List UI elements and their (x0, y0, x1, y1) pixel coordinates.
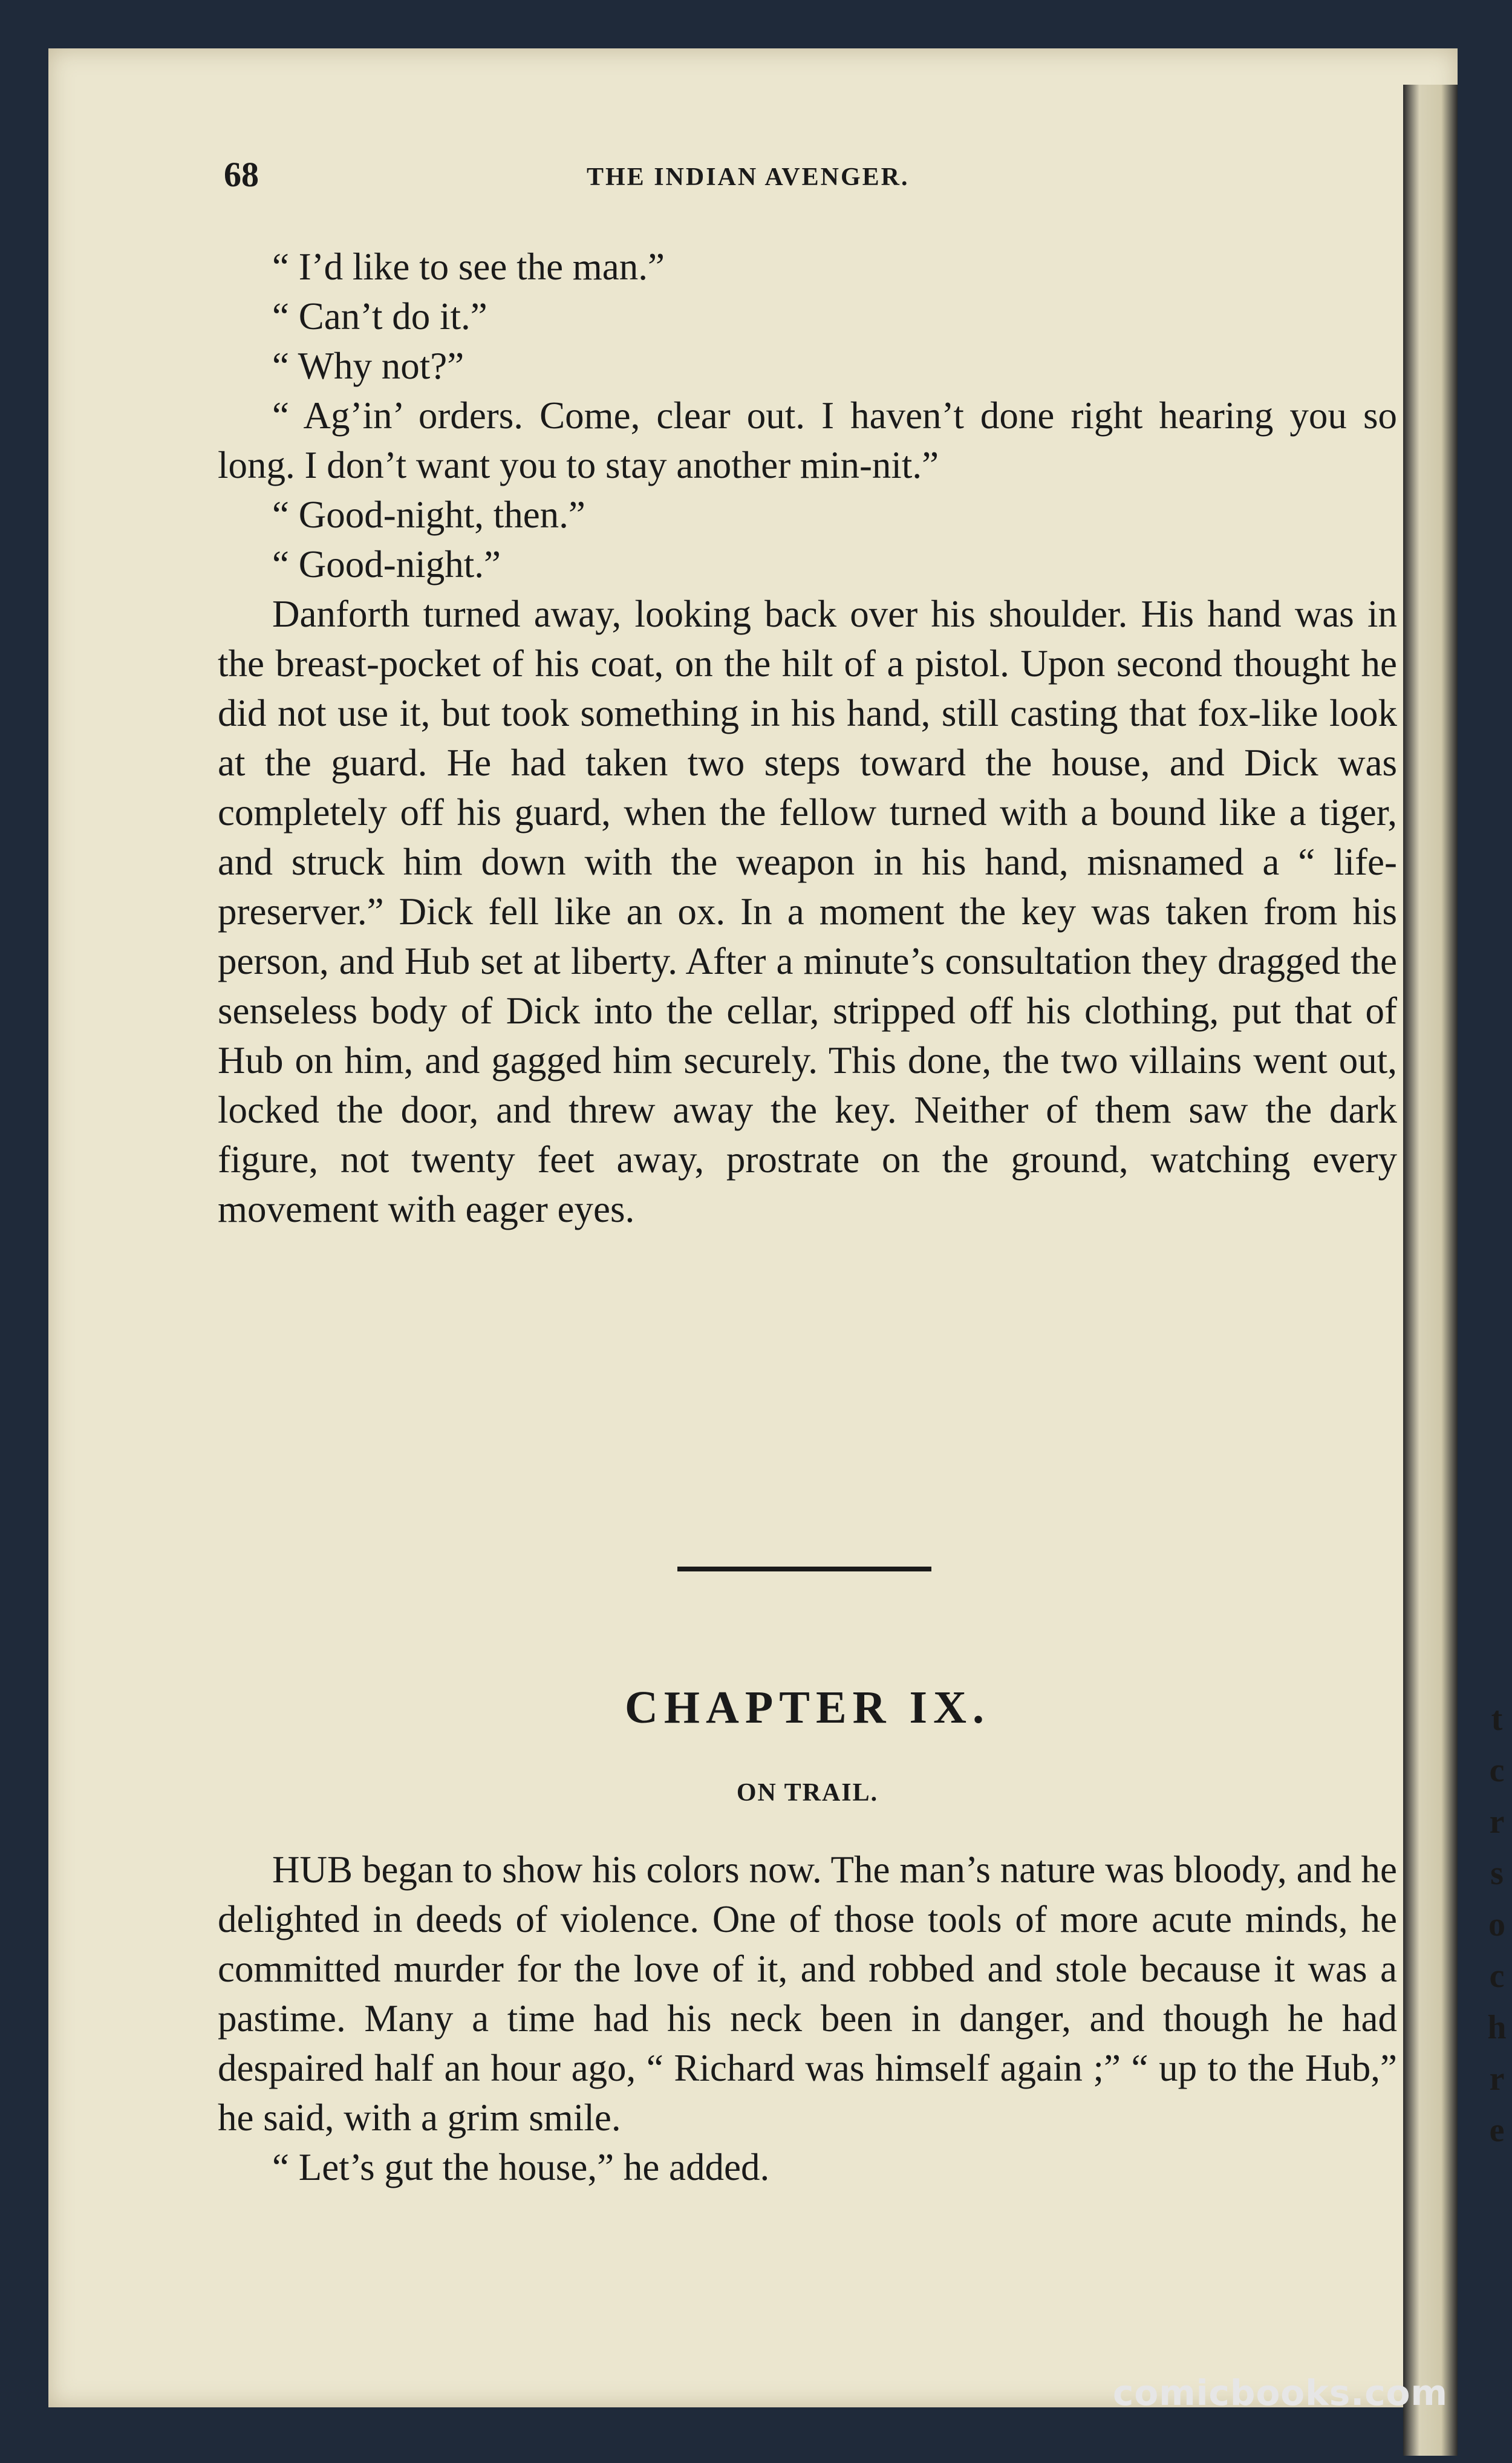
dialogue-line: “ Can’t do it.” (272, 295, 487, 338)
edge-letter: r (1489, 2060, 1505, 2098)
dialogue-line: “ Ag’in’ orders. Come, clear out. I haven’t done right hearing you so long. I don’t want you to stay another min-nit.” (218, 394, 1397, 486)
dialogue-line: “ I’d like to see the man.” (272, 246, 665, 288)
chapter-paragraph: HUB began to show his colors now. The man’s nature was bloody, and he delighted in deeds of violence. One of those tools of more acute minds, he committed murder for the love of it, and robbed and stole because it was a pastime. Many a time had his neck been in danger, and though he had despaired half an hour ago, “ Richard was himself again ;” “ up to the Hub,” he said, with a grim smile. (218, 1848, 1397, 2139)
dialogue-line: “ Why not?” (272, 345, 464, 387)
edge-letter: c (1489, 1752, 1505, 1789)
edge-letter: r (1489, 1803, 1505, 1841)
page-header (175, 154, 1385, 203)
next-page-edge (1403, 85, 1458, 2456)
body-paragraph: Danforth turned away, looking back over his shoulder. His hand was in the breast-pocket of his coat, on the hilt of a pistol. Upon second thought he did not use it, but took something in his hand, still casting that fox-like look at the guard. He had taken two steps toward the house, and Dick was completely off his guard, when the fellow turned with a bound like a tiger, and struck him down with the weapon in his hand, misnamed a “ life-preserver.” Dick fell like an ox. In a moment the key was taken from his person, and Hub set at liberty. After a minute’s consultation they dragged the senseless body of Dick into the cellar, stripped off his clothing, put that of Hub on him, and gagged him securely. This done, the two villains went out, locked the door, and threw away the key. Neither of them saw the dark figure, not twenty feet away, prostrate on the ground, watching every movement with eager eyes. (218, 593, 1397, 1230)
dialogue-line: “ Good-night, then.” (272, 494, 585, 536)
chapter-paragraph: “ Let’s gut the house,” he added. (272, 2146, 770, 2188)
dialogue-line: “ Good-night.” (272, 543, 501, 586)
page-body (218, 242, 1397, 1234)
edge-letter: t (1491, 1700, 1503, 1738)
page-number: 68 (224, 155, 259, 194)
edge-letter: o (1488, 1906, 1505, 1943)
chapter-body (218, 1845, 1397, 2192)
chapter-title: CHAPTER IX. (624, 1682, 991, 1733)
site-watermark: comicbooks.com (1113, 2372, 1448, 2413)
chapter-subtitle: ON TRAIL. (736, 1779, 879, 1807)
edge-letter: h (1487, 2009, 1507, 2046)
section-divider (677, 1567, 931, 1571)
next-page-edge-text (1482, 1694, 1512, 2156)
edge-letter: c (1489, 1957, 1505, 1995)
edge-letter: e (1489, 2112, 1505, 2149)
running-head: THE INDIAN AVENGER. (587, 163, 910, 191)
edge-letter: s (1490, 1855, 1504, 1892)
